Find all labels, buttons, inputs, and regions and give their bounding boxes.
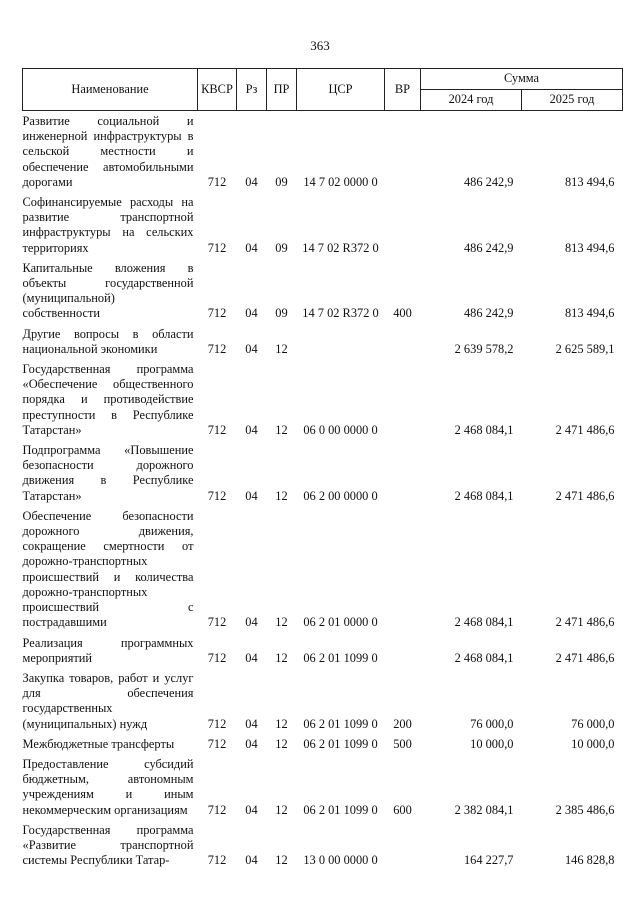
cell-kvsr: 712: [207, 736, 227, 751]
cell-csr: 14 7 02 R372 0: [302, 240, 379, 255]
table-body: [23, 111, 623, 871]
cell-rz: 04: [245, 240, 258, 255]
cell-rz: 04: [245, 174, 258, 189]
cell-pr: 09: [275, 174, 288, 189]
cell-csr: 06 2 01 1099 0: [303, 716, 378, 731]
cell-sum-2024: 10 000,0: [470, 736, 514, 751]
cell-rz: 04: [245, 341, 258, 356]
cell-vr: [385, 192, 421, 258]
cell-vr: [385, 440, 421, 506]
cell-name: Софинансируемые расходы на развитие транспортной инфраструктуры на сельских территориях: [22, 195, 194, 255]
cell-sum-2024: 2 468 084,1: [454, 422, 514, 437]
cell-csr: 06 2 01 1099 0: [303, 802, 378, 817]
cell-kvsr: 712: [207, 853, 227, 868]
cell-csr: 14 7 02 R372 0: [302, 306, 379, 321]
cell-sum-2025: 2 471 486,6: [555, 422, 615, 437]
cell-sum-2025: 2 385 486,6: [555, 802, 615, 817]
cell-kvsr: 712: [207, 650, 227, 665]
cell-pr: 12: [275, 341, 288, 356]
table-row: [23, 734, 623, 754]
cell-sum-2025: 813 494,6: [564, 174, 615, 189]
header-vr: ВР: [385, 69, 421, 111]
header-sum: Сумма: [421, 69, 623, 90]
cell-csr: 06 2 01 1099 0: [303, 736, 378, 751]
cell-sum-2024: 2 468 084,1: [454, 615, 514, 630]
cell-vr: [385, 633, 421, 668]
cell-vr: [385, 324, 421, 359]
table-row: [23, 820, 623, 871]
cell-rz: 04: [245, 853, 258, 868]
table-row: [23, 192, 623, 258]
cell-name: Капитальные вложения в объекты государственной (муниципальной) собственности: [22, 260, 194, 321]
cell-name: Подпрограмма «Повышение безопасности дорожного движения в Республике Татарстан»: [22, 443, 194, 503]
cell-name: Государственная программа «Обеспечение общественного порядка и противодействие преступности в Республике Татарстан»: [22, 362, 194, 437]
cell-sum-2025: 2 471 486,6: [555, 615, 615, 630]
cell-sum-2024: 486 242,9: [463, 240, 514, 255]
cell-sum-2024: 2 639 578,2: [454, 341, 514, 356]
cell-sum-2024: 486 242,9: [463, 174, 514, 189]
cell-sum-2025: 813 494,6: [564, 306, 615, 321]
cell-csr: 14 7 02 0000 0: [303, 174, 378, 189]
cell-sum-2025: 146 828,8: [564, 853, 615, 868]
cell-pr: 12: [275, 802, 288, 817]
cell-csr: 06 2 01 1099 0: [303, 650, 378, 665]
table-row: [23, 506, 623, 633]
cell-name: Закупка товаров, работ и услуг для обеспечения государственных (муниципальных) нужд: [22, 670, 194, 731]
cell-rz: 04: [245, 802, 258, 817]
cell-rz: 04: [245, 488, 258, 503]
table-row: [23, 324, 623, 359]
table-row: [23, 633, 623, 668]
header-rz: Рз: [237, 69, 267, 111]
cell-rz: 04: [245, 716, 258, 731]
cell-name: Предоставление субсидий бюджетным, автономным учреждениям и иным некоммерческим организациям: [22, 756, 194, 817]
header-year-2024: 2024 год: [421, 90, 522, 111]
cell-kvsr: 712: [207, 306, 227, 321]
table-row: [23, 668, 623, 734]
cell-kvsr: 712: [207, 615, 227, 630]
cell-vr: [385, 820, 421, 871]
cell-pr: 12: [275, 853, 288, 868]
cell-sum-2024: 2 468 084,1: [454, 488, 514, 503]
header-year-2025: 2025 год: [522, 90, 623, 111]
cell-kvsr: 712: [207, 174, 227, 189]
cell-csr: 13 0 00 0000 0: [303, 853, 378, 868]
table-row: [23, 440, 623, 506]
cell-vr: [385, 111, 421, 193]
page-number: 363: [310, 38, 330, 53]
cell-sum-2025: 2 625 589,1: [555, 341, 615, 356]
cell-sum-2025: 2 471 486,6: [555, 650, 615, 665]
cell-kvsr: 712: [207, 422, 227, 437]
cell-vr: [385, 506, 421, 633]
cell-pr: 12: [275, 488, 288, 503]
table-row: [23, 754, 623, 820]
cell-pr: 09: [275, 306, 288, 321]
cell-name: Другие вопросы в области национальной экономики: [22, 326, 194, 356]
cell-pr: 12: [275, 422, 288, 437]
header-pr: ПР: [267, 69, 297, 111]
cell-pr: 12: [275, 615, 288, 630]
cell-pr: 12: [275, 650, 288, 665]
budget-table: [22, 68, 623, 870]
cell-name: Межбюджетные трансферты: [22, 736, 175, 751]
cell-pr: 12: [275, 736, 288, 751]
cell-rz: 04: [245, 306, 258, 321]
header-name: Наименование: [23, 69, 198, 111]
cell-sum-2024: 486 242,9: [463, 306, 514, 321]
cell-csr: 06 2 01 0000 0: [303, 615, 378, 630]
cell-name: Развитие социальной и инженерной инфраструктуры в сельской местности и обеспечение автомобильными дорогами: [22, 114, 194, 189]
cell-csr: 06 0 00 0000 0: [303, 422, 378, 437]
header-kvsr: КВСР: [198, 69, 237, 111]
cell-sum-2024: 76 000,0: [470, 716, 514, 731]
cell-rz: 04: [245, 736, 258, 751]
cell-kvsr: 712: [207, 802, 227, 817]
cell-kvsr: 712: [207, 716, 227, 731]
table-row: [23, 359, 623, 440]
cell-rz: 04: [245, 650, 258, 665]
cell-vr: [385, 359, 421, 440]
cell-vr: 500: [393, 736, 412, 751]
cell-rz: 04: [245, 615, 258, 630]
table-row: [23, 258, 623, 324]
cell-sum-2024: 2 468 084,1: [454, 650, 514, 665]
cell-name: Реализация программных мероприятий: [22, 635, 194, 665]
cell-pr: 09: [275, 240, 288, 255]
cell-vr: 600: [393, 802, 412, 817]
cell-csr: [297, 324, 385, 359]
table-row: [23, 111, 623, 193]
cell-name: Обеспечение безопасности дорожного движения, сокращение смертности от дорожно-транспортных происшествий и количества дорожно-транспортных происшествий с пострадавшими: [22, 508, 194, 630]
cell-vr: 200: [393, 716, 412, 731]
cell-sum-2024: 2 382 084,1: [454, 802, 514, 817]
cell-vr: 400: [393, 306, 412, 321]
cell-rz: 04: [245, 422, 258, 437]
cell-kvsr: 712: [207, 488, 227, 503]
cell-kvsr: 712: [207, 341, 227, 356]
header-csr: ЦСР: [297, 69, 385, 111]
cell-sum-2025: 10 000,0: [571, 736, 615, 751]
cell-sum-2025: 2 471 486,6: [555, 488, 615, 503]
cell-name: Государственная программа «Развитие транспортной системы Республики Татар-: [22, 822, 194, 868]
cell-pr: 12: [275, 716, 288, 731]
cell-sum-2025: 76 000,0: [571, 716, 615, 731]
cell-csr: 06 2 00 0000 0: [303, 488, 378, 503]
cell-kvsr: 712: [207, 240, 227, 255]
table-header: [23, 69, 623, 111]
cell-sum-2025: 813 494,6: [564, 240, 615, 255]
cell-sum-2024: 164 227,7: [463, 853, 514, 868]
